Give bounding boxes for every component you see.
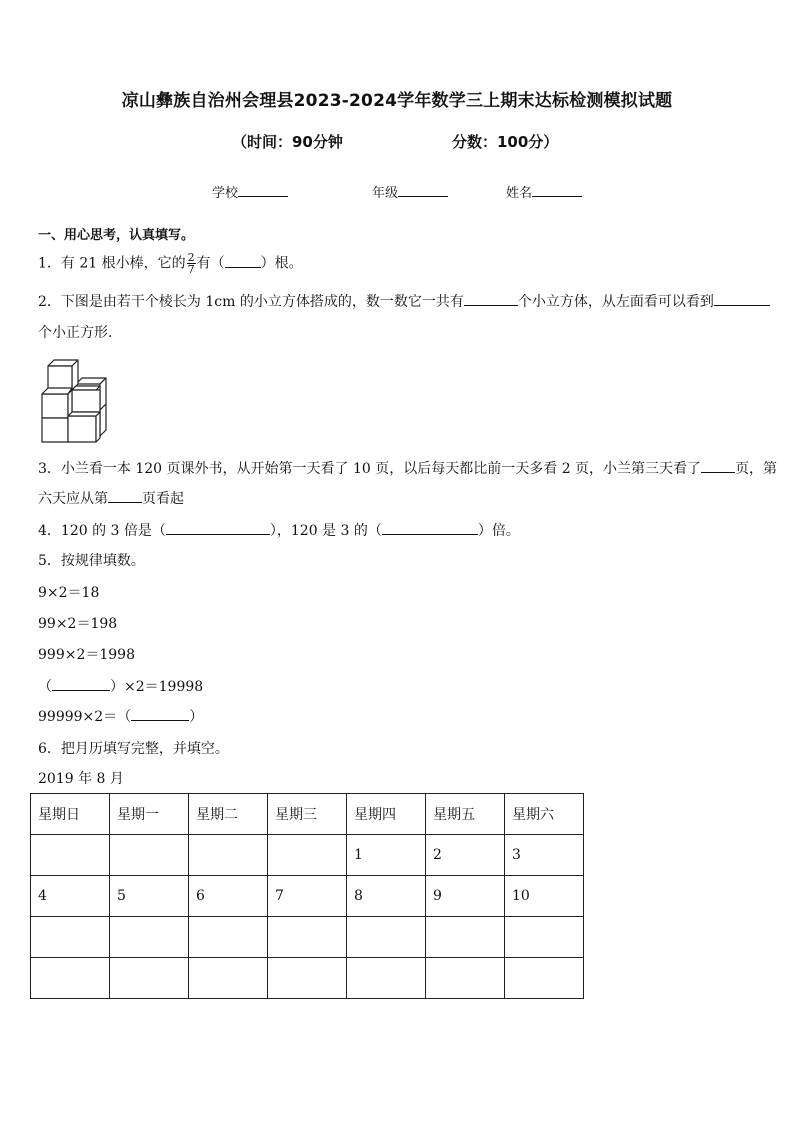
calendar-cell[interactable]	[426, 917, 505, 958]
school-blank[interactable]	[238, 182, 288, 197]
pattern-line-1: 9×2＝18	[38, 585, 100, 601]
school-label: 学校	[212, 186, 239, 201]
calendar-week-row	[31, 958, 584, 999]
exam-time: （时间：90分钟	[232, 133, 343, 151]
calendar-cell[interactable]	[505, 958, 584, 999]
calendar-cell: 5	[110, 876, 189, 917]
calendar-week-row	[31, 876, 584, 917]
pattern-blank-1[interactable]	[52, 676, 110, 691]
calendar-cell[interactable]	[110, 835, 189, 876]
weekday-header: 星期日	[31, 794, 110, 835]
question-2-line-2: 个小正方形．	[38, 325, 122, 341]
calendar-cell: 3	[505, 835, 584, 876]
calendar-month: 2019 年 8 月	[38, 771, 124, 787]
pattern-blank-2[interactable]	[131, 706, 189, 721]
calendar-cell[interactable]	[268, 835, 347, 876]
q3-text: 3．小兰看一本 120 页课外书，从开始第一天看了 10 页，以后每天都比前一天多看 2 页，小兰第三天看了	[38, 461, 702, 477]
pattern-line-2: 99×2＝198	[38, 616, 118, 632]
name-label: 姓名	[506, 186, 533, 201]
name-field	[506, 182, 582, 201]
fraction-numerator: 2	[187, 251, 195, 264]
calendar-cell[interactable]	[347, 958, 426, 999]
q1-blank[interactable]	[225, 253, 261, 268]
q4-text-3: ）倍。	[477, 523, 520, 539]
calendar-cell[interactable]	[31, 917, 110, 958]
question-5-title: 5．按规律填数。	[38, 553, 145, 569]
calendar-header-row	[31, 794, 584, 835]
question-1	[38, 252, 303, 275]
q4-text-2: ），120 是 3 的（	[269, 523, 382, 539]
weekday-header: 星期三	[268, 794, 347, 835]
exam-score: 分数：100分）	[452, 133, 559, 151]
q2-blank-count[interactable]	[464, 291, 518, 306]
grade-field	[372, 182, 448, 201]
page-title: 凉山彝族自治州会理县2023-2024学年数学三上期末达标检测模拟试题	[121, 91, 673, 111]
calendar-cell[interactable]	[189, 917, 268, 958]
weekday-header: 星期五	[426, 794, 505, 835]
q3-blank-day6[interactable]	[108, 488, 142, 503]
q3-text-3: 六天应从第	[38, 491, 108, 507]
calendar-cell[interactable]	[268, 917, 347, 958]
calendar-cell[interactable]	[426, 958, 505, 999]
fraction	[187, 252, 196, 275]
weekday-header: 星期四	[347, 794, 426, 835]
q4-blank-2[interactable]	[382, 520, 478, 535]
q4-blank-1[interactable]	[166, 520, 270, 535]
grade-blank[interactable]	[398, 182, 448, 197]
section-heading: 一、用心思考，认真填写。	[38, 228, 195, 243]
calendar-week-row	[31, 917, 584, 958]
weekday-header: 星期六	[505, 794, 584, 835]
cube-figure	[38, 354, 108, 444]
pattern-text: （	[38, 679, 52, 695]
pattern-line-4	[38, 676, 203, 696]
question-3-line-2	[38, 488, 184, 508]
calendar-cell[interactable]	[189, 835, 268, 876]
q2-text-2: 个小立方体，从左面看可以看到	[517, 294, 714, 310]
calendar-cell: 2	[426, 835, 505, 876]
calendar-cell: 10	[505, 876, 584, 917]
q1-text-3: ）根。	[260, 255, 303, 272]
pattern-line-3: 999×2＝1998	[38, 647, 135, 663]
school-field	[212, 182, 288, 201]
q2-text: 2．下图是由若干个棱长为 1cm 的小立方体搭成的，数一数它一共有	[38, 294, 464, 310]
calendar-cell[interactable]	[268, 958, 347, 999]
calendar-cell[interactable]	[31, 835, 110, 876]
calendar-cell: 6	[189, 876, 268, 917]
calendar-cell[interactable]	[110, 917, 189, 958]
calendar-cell[interactable]	[347, 917, 426, 958]
q3-text-4: 页看起	[142, 491, 184, 507]
calendar-cell: 9	[426, 876, 505, 917]
q3-blank-day3[interactable]	[701, 458, 735, 473]
grade-label: 年级	[372, 186, 399, 201]
calendar-cell: 8	[347, 876, 426, 917]
pattern-text-4: ）	[189, 709, 204, 725]
question-4	[38, 520, 520, 540]
weekday-header: 星期一	[110, 794, 189, 835]
calendar-week-row	[31, 835, 584, 876]
q1-text-2: 有（	[196, 255, 225, 272]
question-3-line-1	[38, 458, 777, 478]
name-blank[interactable]	[532, 182, 582, 197]
calendar-cell[interactable]	[505, 917, 584, 958]
calendar-cell[interactable]	[31, 958, 110, 999]
calendar-cell[interactable]	[189, 958, 268, 999]
question-6-title: 6．把月历填写完整，并填空。	[38, 741, 229, 757]
calendar-cell[interactable]	[110, 958, 189, 999]
calendar-table	[30, 793, 584, 999]
calendar-cell: 7	[268, 876, 347, 917]
fraction-denominator: 7	[187, 263, 195, 276]
weekday-header: 星期二	[189, 794, 268, 835]
q4-text: 4．120 的 3 倍是（	[38, 523, 166, 539]
pattern-line-5	[38, 706, 203, 726]
q3-text-2: 页，第	[735, 461, 778, 477]
calendar-cell: 1	[347, 835, 426, 876]
pattern-text-2: ）×2＝19998	[110, 679, 204, 695]
q1-text: 1．有 21 根小棒，它的	[38, 255, 186, 272]
question-2-line-1	[38, 291, 770, 311]
calendar-cell: 4	[31, 876, 110, 917]
q2-blank-squares[interactable]	[714, 291, 770, 306]
pattern-text-3: 99999×2＝（	[38, 709, 132, 725]
